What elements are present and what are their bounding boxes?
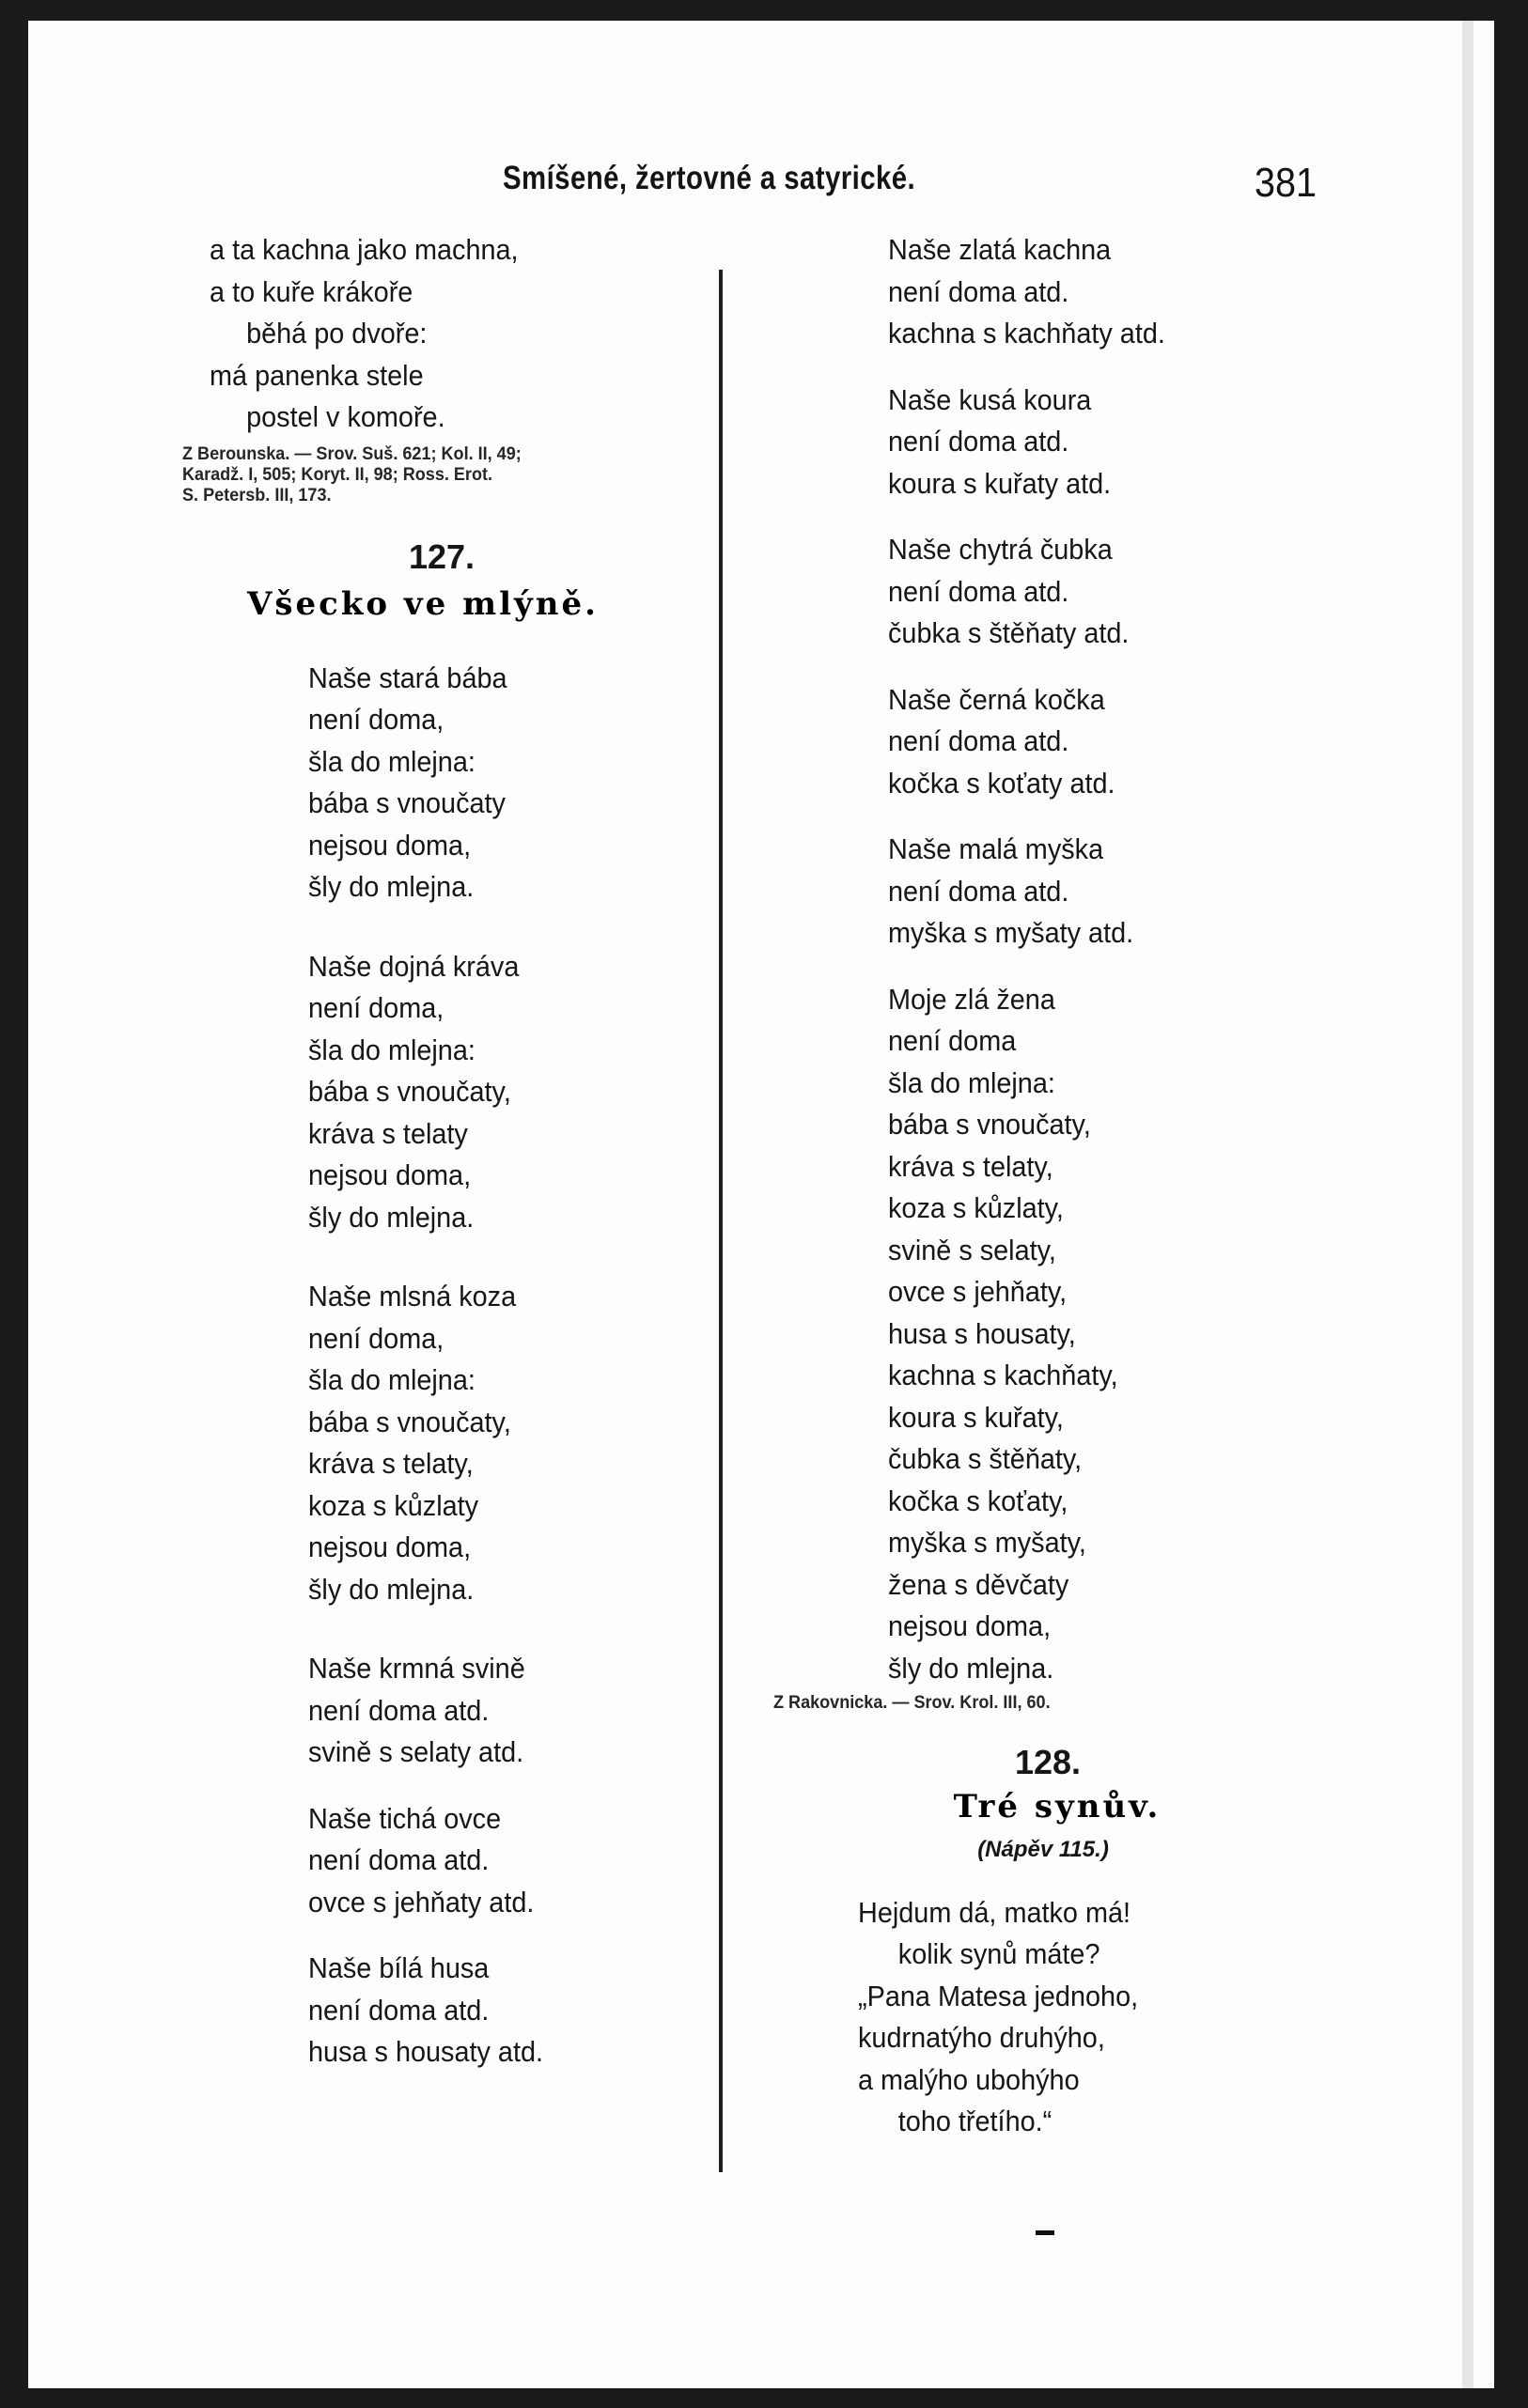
verse-line: šla do mlejna: bbox=[308, 744, 476, 778]
verse-line: a malýho ubohýho bbox=[858, 2062, 1080, 2096]
verse-line: Naše černá kočka bbox=[888, 682, 1105, 716]
verse-line: bába s vnoučaty, bbox=[308, 1405, 511, 1438]
verse-line: šly do mlejna. bbox=[308, 1200, 475, 1234]
verse-line: není doma, bbox=[308, 991, 444, 1024]
verse-line: kráva s telaty, bbox=[308, 1447, 474, 1480]
verse-line: šly do mlejna. bbox=[308, 1572, 475, 1606]
verse-line: není doma atd. bbox=[308, 1693, 490, 1727]
verse-line: kachna s kachňaty, bbox=[888, 1359, 1118, 1391]
stanza bbox=[308, 1948, 724, 2074]
song-number: 127. bbox=[408, 536, 476, 576]
verse-line: nejsou doma, bbox=[308, 828, 472, 862]
tune-reference: (Nápěv 115.) bbox=[977, 1837, 1109, 1862]
verse-line: není doma atd. bbox=[888, 425, 1069, 458]
verse-line: Naše chytrá čubka bbox=[888, 533, 1113, 566]
stanza bbox=[308, 658, 724, 909]
verse-line: a ta kachna jako machna, bbox=[210, 233, 519, 266]
verse-line: Naše dojná kráva bbox=[308, 949, 520, 983]
verse-line: běhá po dvoře: bbox=[246, 317, 428, 350]
verse-line: Naše tichá ovce bbox=[308, 1801, 502, 1835]
verse-line: ovce s jehňaty atd. bbox=[308, 1885, 535, 1919]
stanza bbox=[308, 1276, 724, 1610]
verse-line: postel v komoře. bbox=[246, 400, 445, 433]
verse-line: Hejdum dá, matko má! bbox=[858, 1895, 1131, 1929]
verse-line: husa s housaty, bbox=[888, 1316, 1076, 1350]
verse-line: bába s vnoučaty, bbox=[888, 1108, 1091, 1141]
stanza bbox=[888, 979, 1452, 1690]
verse-line: kočka s koťaty atd. bbox=[888, 766, 1115, 800]
stanza bbox=[308, 1798, 724, 1924]
verse-line: Naše malá myška bbox=[888, 832, 1104, 865]
verse-line: myška s myšaty, bbox=[888, 1526, 1086, 1559]
verse-line: není doma atd. bbox=[888, 274, 1069, 308]
stanza bbox=[888, 529, 1452, 655]
verse-line: kudrnatýho druhýho, bbox=[858, 2021, 1105, 2054]
source-line: S. Petersb. III, 173. bbox=[182, 485, 332, 505]
stanza bbox=[308, 946, 724, 1239]
song-body bbox=[197, 658, 724, 2074]
source-line: Karadž. I, 505; Koryt. II, 98; Ross. Erot. bbox=[182, 464, 493, 485]
song-number: 128. bbox=[1014, 1743, 1082, 1781]
verse-line: šly do mlejna. bbox=[308, 870, 475, 903]
verse-line: není doma atd. bbox=[308, 1993, 490, 2027]
stanza bbox=[888, 380, 1452, 505]
verse-line: nejsou doma, bbox=[888, 1609, 1052, 1642]
verse-line: Naše stará bába bbox=[308, 660, 507, 694]
verse-line: koza s kůzlaty bbox=[308, 1488, 479, 1522]
book-page bbox=[28, 21, 1494, 2388]
verse-line: šla do mlejna: bbox=[308, 1363, 476, 1396]
verse-line: bába s vnoučaty, bbox=[308, 1075, 511, 1108]
page-edge bbox=[1462, 21, 1473, 2388]
verse-line: není doma bbox=[888, 1024, 1017, 1057]
verse-line: kachna s kachňaty atd. bbox=[888, 317, 1165, 350]
verse-line: šla do mlejna: bbox=[308, 1033, 476, 1066]
column-divider bbox=[719, 270, 723, 2172]
intro-verse bbox=[197, 229, 724, 439]
song-title: Všecko ve mlýně. bbox=[247, 585, 599, 623]
verse-line: husa s housaty atd. bbox=[308, 2035, 544, 2068]
source-citation bbox=[182, 444, 724, 506]
source-citation: Z Rakovnicka. — Srov. Krol. III, 60. bbox=[773, 1693, 1051, 1713]
verse-line: ovce s jehňaty, bbox=[888, 1275, 1068, 1308]
verse-line: Naše bílá husa bbox=[308, 1951, 490, 1984]
verse-line: bába s vnoučaty bbox=[308, 786, 506, 819]
verse-line: kolik synů máte? bbox=[897, 1937, 1100, 1970]
verse-line: koura s kuřaty, bbox=[888, 1400, 1064, 1434]
verse-line: svině s selaty atd. bbox=[308, 1735, 524, 1768]
verse-line: a to kuře krákoře bbox=[210, 274, 413, 308]
verse-line: svině s selaty, bbox=[888, 1233, 1056, 1266]
verse-line: Moje zlá žena bbox=[888, 982, 1055, 1016]
stanza bbox=[308, 1648, 724, 1774]
verse-line: nejsou doma, bbox=[308, 1158, 472, 1191]
verse-line: koura s kuřaty atd. bbox=[888, 466, 1112, 500]
right-column bbox=[773, 229, 1452, 2143]
stanza bbox=[888, 679, 1452, 805]
verse-line: „Pana Matesa jednoho, bbox=[858, 1979, 1139, 2012]
verse-line: čubka s štěňaty, bbox=[888, 1442, 1083, 1475]
verse-line: kráva s telaty, bbox=[888, 1149, 1053, 1183]
verse-line: není doma atd. bbox=[888, 724, 1069, 757]
verse-line: není doma atd. bbox=[888, 874, 1069, 908]
verse-line: není doma atd. bbox=[308, 1843, 490, 1876]
verse-line: má panenka stele bbox=[210, 358, 424, 392]
stanza bbox=[888, 829, 1452, 955]
song-body bbox=[858, 1892, 1452, 2143]
page-number: 381 bbox=[1255, 160, 1318, 206]
verse-line: Naše zlatá kachna bbox=[888, 233, 1112, 266]
verse-line: není doma, bbox=[308, 1321, 444, 1355]
stanza bbox=[888, 229, 1452, 355]
verse-line: šla do mlejna: bbox=[888, 1065, 1055, 1099]
running-title: Smíšené, žertovné a satyrické. bbox=[503, 160, 916, 196]
verse-line: šly do mlejna. bbox=[888, 1651, 1054, 1685]
left-column bbox=[182, 229, 724, 2098]
verse-line: Naše mlsná koza bbox=[308, 1280, 517, 1313]
verse-line: není doma, bbox=[308, 703, 444, 736]
verse-line: myška s myšaty atd. bbox=[888, 916, 1134, 949]
verse-line: čubka s štěňaty atd. bbox=[888, 616, 1130, 649]
verse-line: žena s děvčaty bbox=[888, 1567, 1069, 1601]
song-title: Tré synův. bbox=[953, 1787, 1162, 1825]
verse-line: kráva s telaty bbox=[308, 1116, 468, 1150]
verse-line: toho třetího.“ bbox=[897, 2105, 1052, 2137]
verse-line: kočka s koťaty, bbox=[888, 1484, 1068, 1517]
verse-line: Naše krmná svině bbox=[308, 1652, 525, 1685]
source-line: Z Berounska. — Srov. Suš. 621; Kol. II, 49; bbox=[182, 443, 522, 464]
verse-line: nejsou doma, bbox=[308, 1530, 472, 1563]
verse-line: Naše kusá koura bbox=[888, 382, 1092, 416]
verse-line: koza s kůzlaty, bbox=[888, 1191, 1064, 1224]
verse-line: není doma atd. bbox=[888, 574, 1069, 608]
closing-dash bbox=[1036, 2230, 1054, 2235]
